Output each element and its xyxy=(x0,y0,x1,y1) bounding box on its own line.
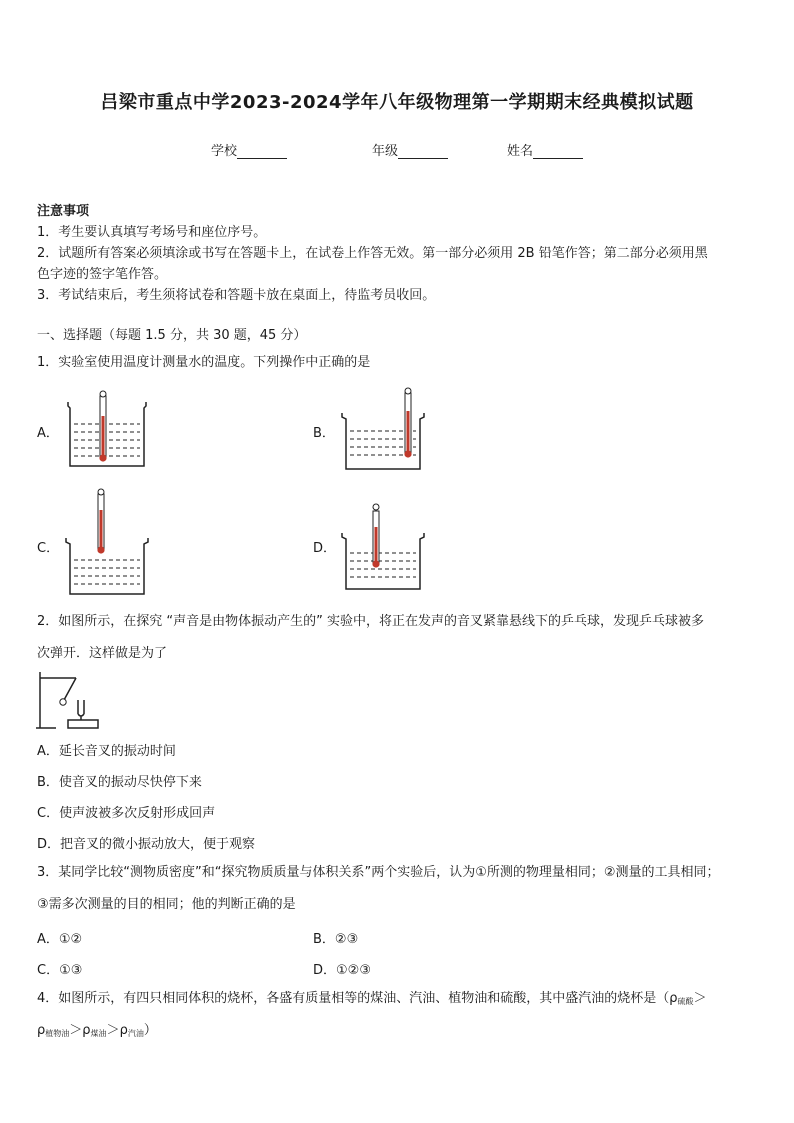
question-4-text: 4．如图所示，有四只相同体积的烧杯，各盛有质量相等的煤油、汽油、植物油和硫酸，其中盛汽油的烧杯是（ρ xyxy=(37,991,678,1006)
grade-label: 年级 xyxy=(372,144,399,159)
q3-option-b: B．②③ xyxy=(313,932,359,947)
q1-option-a-label: A． xyxy=(37,426,59,441)
q1-option-b-label: B． xyxy=(313,426,335,441)
school-field xyxy=(211,140,287,159)
question-4-stem xyxy=(37,990,707,1011)
rho-symbol: ρ xyxy=(82,1023,91,1038)
q2-option-b: B．使音叉的振动尽快停下来 xyxy=(37,775,202,790)
gt-sign: ＞ xyxy=(106,1023,120,1038)
rho-sub-plant-oil: 植物油 xyxy=(45,1029,70,1038)
rho-symbol: ρ xyxy=(119,1023,128,1038)
rho-sub-gasoline: 汽油 xyxy=(127,1029,144,1038)
notice-item: 2．试题所有答案必须填涂或书写在答题卡上，在试卷上作答无效。第一部分必须用 2B 铅笔作答；第二部分必须用黑 xyxy=(37,246,708,261)
grade-field xyxy=(372,140,448,159)
gt-sign: ＞ xyxy=(69,1023,83,1038)
question-3-stem-cont: ③需多次测量的目的相同；他的判断正确的是 xyxy=(37,897,296,912)
name-blank xyxy=(533,144,583,159)
question-1-stem: 1．实验室使用温度计测量水的温度。下列操作中正确的是 xyxy=(37,355,371,370)
notice-heading: 注意事项 xyxy=(37,204,90,219)
name-label: 姓名 xyxy=(507,144,534,159)
question-2-stem-cont: 次弹开．这样做是为了 xyxy=(37,646,168,661)
beaker-thermometer-c-figure xyxy=(62,486,152,598)
rho-sub-sulfuric: 硫酸 xyxy=(677,997,694,1006)
page-title: 吕梁市重点中学2023-2024学年八年级物理第一学期期末经典模拟试题 xyxy=(100,92,694,113)
q3-option-a: A．①② xyxy=(37,932,83,947)
q3-option-d: D．①②③ xyxy=(313,963,371,978)
rho-symbol: ρ xyxy=(37,1023,46,1038)
close-paren: ） xyxy=(143,1023,157,1038)
beaker-thermometer-b-figure xyxy=(340,385,426,473)
notice-item: 色字迹的签字笔作答。 xyxy=(37,267,168,282)
q2-option-a: A．延长音叉的振动时间 xyxy=(37,744,176,759)
rho-sub-kerosene: 煤油 xyxy=(90,1029,107,1038)
school-label: 学校 xyxy=(211,144,238,159)
gt-sign: ＞ xyxy=(693,991,707,1006)
question-2-stem: 2．如图所示，在探究 “声音是由物体振动产生的” 实验中，将正在发声的音叉紧靠悬线下的乒乓球，发现乒乓球被多 xyxy=(37,614,705,629)
q1-option-d-label: D． xyxy=(313,541,337,556)
notice-item: 1．考生要认真填写考场号和座位序号。 xyxy=(37,225,267,240)
grade-blank xyxy=(398,144,448,159)
q3-option-c: C．①③ xyxy=(37,963,83,978)
school-blank xyxy=(237,144,287,159)
notice-item: 3．考试结束后，考生须将试卷和答题卡放在桌面上，待监考员收回。 xyxy=(37,288,436,303)
q2-option-d: D．把音叉的微小振动放大，便于观察 xyxy=(37,837,256,852)
beaker-thermometer-a-figure xyxy=(62,388,152,470)
q2-option-c: C．使声波被多次反射形成回声 xyxy=(37,806,216,821)
question-3-stem: 3．某同学比较“测物质密度”和“探究物质质量与体积关系”两个实验后，认为①所测的物理量相同；②测量的工具相同； xyxy=(37,865,720,880)
question-4-density-order xyxy=(37,1022,157,1043)
tuning-fork-pingpong-figure xyxy=(34,668,106,732)
name-field xyxy=(507,140,583,159)
beaker-thermometer-d-figure xyxy=(340,497,426,593)
section-heading: 一、选择题（每题 1.5 分，共 30 题，45 分） xyxy=(37,328,307,343)
q1-option-c-label: C． xyxy=(37,541,60,556)
